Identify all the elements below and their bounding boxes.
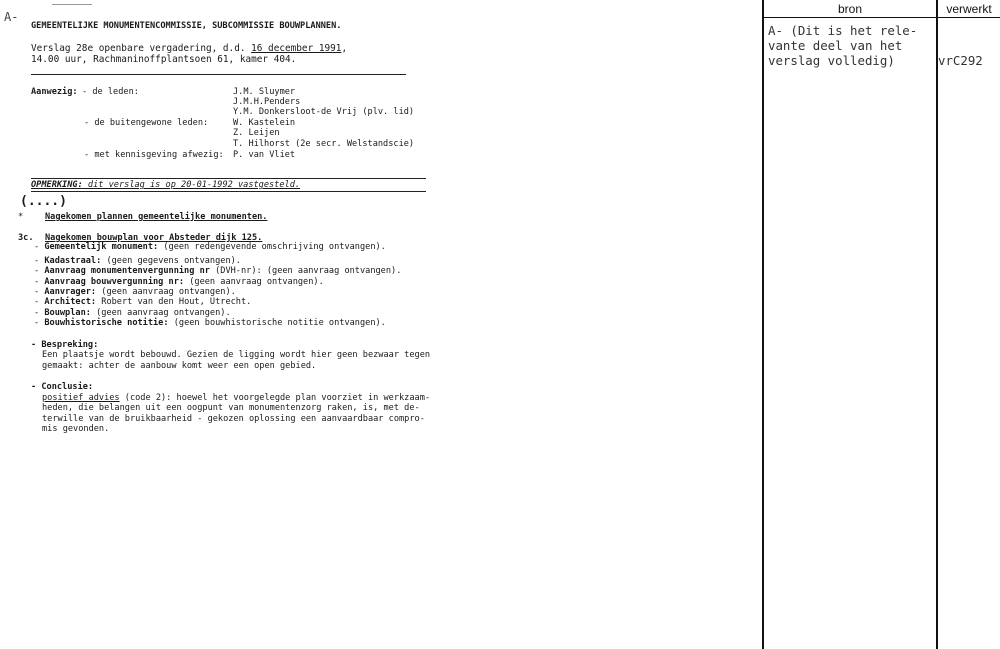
field-item: - Architect: Robert van den Hout, Utrecht. — [34, 297, 252, 307]
col-header-verwerkt: verwerkt — [946, 2, 992, 16]
field-label: Gemeentelijk monument: — [44, 242, 159, 252]
field-value: (geen aanvraag ontvangen). — [96, 287, 236, 297]
field-item: - Gemeentelijk monument: (geen redengevende omschrijving ontvangen). — [34, 242, 386, 252]
conclusie-advies: positief advies — [42, 393, 120, 403]
opmerking-text: dit verslag is op 20-01-1992 vastgesteld. — [82, 180, 301, 190]
conclusie-line-3: terwille van de bruikbaarheid - gekozen oplossing een aanvaardbaar compro- — [42, 414, 425, 424]
top-mark-line — [52, 4, 92, 5]
meeting-date: 16 december 1991 — [251, 43, 342, 54]
star-bullet: * — [18, 212, 24, 222]
separator-line-3 — [31, 191, 426, 192]
meeting-prefix: Verslag 28e openbare vergadering, d.d. — [31, 43, 252, 54]
buitengewone-3: T. Hilhorst (2e secr. Welstandscie) — [233, 139, 415, 149]
bron-note-line-1: A- (Dit is het rele- — [768, 23, 918, 38]
meeting-line-1 — [31, 43, 347, 54]
table-border-mid — [936, 0, 938, 649]
separator-line-1 — [31, 74, 406, 75]
item-number: 3c. — [18, 233, 34, 243]
opmerking-line — [31, 180, 300, 190]
table-border-left — [762, 0, 764, 649]
field-value: (geen gegevens ontvangen). — [101, 256, 241, 266]
conclusie-line-2: heden, die belangen uit een oogpunt van monumentenzorg raken, is, met de- — [42, 403, 420, 413]
buitengewone-label: - de buitengewone leden: — [84, 118, 209, 128]
bron-note-line-3: verslag volledig) — [768, 53, 895, 68]
buitengewone-1: W. Kastelein — [233, 118, 296, 128]
field-label: Aanvrager: — [44, 287, 97, 297]
bespreking-label: - Bespreking: — [31, 340, 99, 350]
field-value: (geen bouwhistorische notitie ontvangen). — [168, 318, 386, 328]
field-item: - Aanvraag monumentenvergunning nr (DVH-nr): (geen aanvraag ontvangen). — [34, 266, 402, 276]
leden-2: J.M.H.Penders — [233, 97, 301, 107]
field-item: - Kadastraal: (geen gegevens ontvangen). — [34, 256, 241, 266]
field-item: - Bouwplan: (geen aanvraag ontvangen). — [34, 308, 231, 318]
col-header-bron: bron — [837, 2, 863, 16]
corner-mark: A- — [4, 10, 19, 24]
field-label: Architect: — [44, 297, 97, 307]
field-value: (geen aanvraag ontvangen). — [184, 277, 324, 287]
field-item: - Aanvrager: (geen aanvraag ontvangen). — [34, 287, 236, 297]
nagekomen-heading: Nagekomen plannen gemeentelijke monumenten. — [45, 212, 268, 222]
conclusie-line-4: mis gevonden. — [42, 424, 110, 434]
afwezig-label: - met kennisgeving afwezig: — [84, 150, 224, 160]
field-value: (geen aanvraag ontvangen). — [90, 308, 231, 318]
field-label: Aanvraag monumentenvergunning nr — [44, 266, 210, 276]
field-value: (DVH-nr): (geen aanvraag ontvangen). — [209, 266, 402, 276]
meeting-suffix: , — [341, 43, 348, 54]
meeting-line-2: 14.00 uur, Rachmaninoffplantsoen 61, kamer 404. — [31, 54, 297, 65]
ellipsis: (....) — [20, 194, 67, 209]
opmerking-label: OPMERKING: — [31, 180, 83, 190]
table-header-rule — [762, 17, 1000, 18]
leden-3: Y.M. Donkersloot-de Vrij (plv. lid) — [233, 107, 415, 117]
bespreking-line-2: gemaakt: achter de aanbouw komt weer een open gebied. — [42, 361, 317, 371]
header-title: GEMEENTELIJKE MONUMENTENCOMMISSIE, SUBCOMMISSIE BOUWPLANNEN. — [31, 21, 342, 31]
field-label: Bouwhistorische notitie: — [44, 318, 169, 328]
buitengewone-2: Z. Leijen — [233, 128, 280, 138]
field-value: (geen redengevende omschrijving ontvangen). — [158, 242, 386, 252]
field-label: Bouwplan: — [44, 308, 91, 318]
conclusie-label: - Conclusie: — [31, 382, 94, 392]
afwezig-name: P. van Vliet — [233, 150, 296, 160]
item-title: Nagekomen bouwplan voor Absteder dijk 125. — [45, 233, 263, 243]
field-item: - Bouwhistorische notitie: (geen bouwhistorische notitie ontvangen). — [34, 318, 386, 328]
separator-line-2 — [31, 178, 426, 179]
bespreking-line-1: Een plaatsje wordt bebouwd. Gezien de ligging wordt hier geen bezwaar tegen — [42, 350, 431, 360]
field-item: - Aanvraag bouwvergunning nr: (geen aanvraag ontvangen). — [34, 277, 324, 287]
conclusie-line-1-rest: (code 2): hoewel het voorgelegde plan voorziet in werkzaam- — [119, 393, 431, 403]
bron-note-line-2: vante deel van het — [768, 38, 903, 53]
field-value: Robert van den Hout, Utrecht. — [96, 297, 252, 307]
field-label: Kadastraal: — [44, 256, 102, 266]
conclusie-line-1 — [42, 393, 430, 403]
leden-1: J.M. Sluymer — [233, 87, 296, 97]
aanwezig-label: Aanwezig: — [31, 87, 78, 97]
field-label: Aanvraag bouwvergunning nr: — [44, 277, 185, 287]
verwerkt-code: vrC292 — [938, 53, 983, 68]
leden-label: - de leden: — [82, 87, 139, 97]
